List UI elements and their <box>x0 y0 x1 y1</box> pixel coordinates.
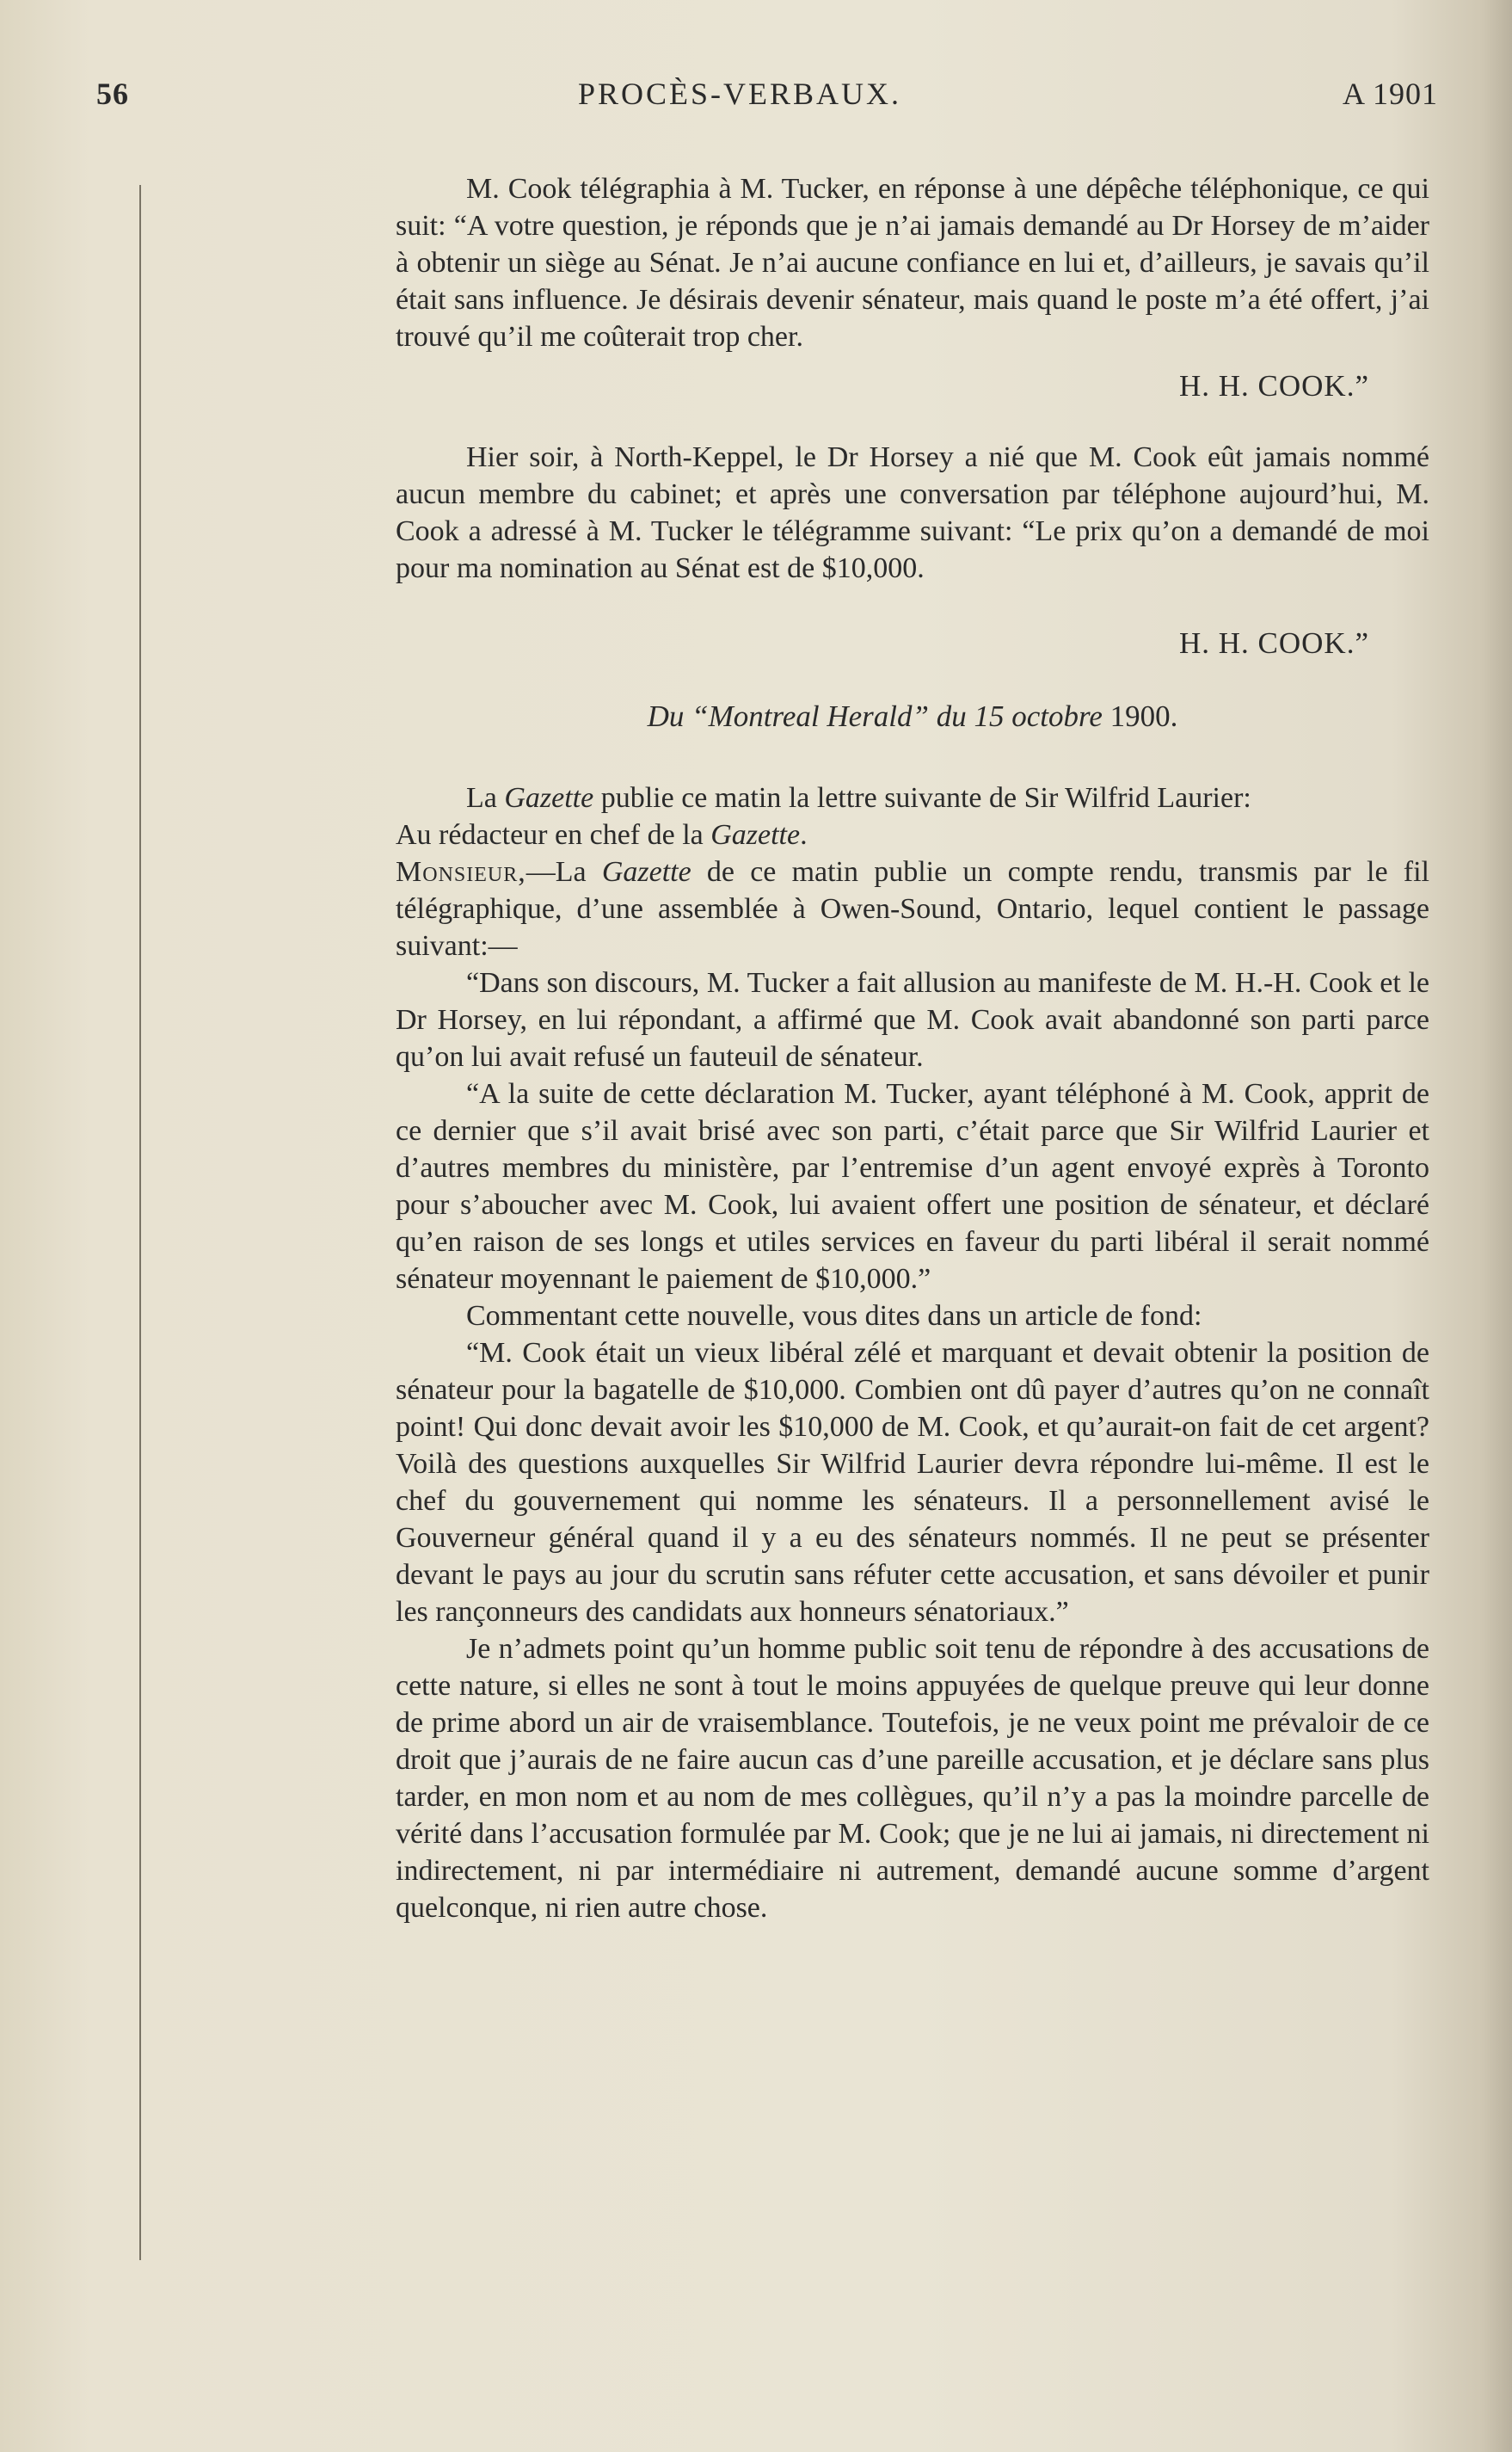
letter-paragraph-6: Je n’admets point qu’un homme public soit tenu de répondre à des accusations de cette nature, si elles ne sont à tout le moins appuyées de quelque preuve qui leur donne de prime abord un air de vraisemblance. Toutefois, je ne veux point me prévaloir de ce droit que j’aurais de ne faire aucun cas d’une pareille accusation, et je déclare sans plus tarder, en mon nom et au nom de mes collègues, qu’il n’y a pas la moindre parcelle de vérité dans l’accusation formulée par M. Cook; que je ne lui ai jamais, ni directement ni indirectement, ni par intermédiaire ni autrement, demandé aucune somme d’argent quelconque, ni rien autre chose. <box>396 1633 1429 1924</box>
letter-address <box>396 816 1429 853</box>
letter-paragraph-1 <box>396 853 1429 964</box>
letter-address-b: . <box>800 819 808 851</box>
source-prefix: Du “ <box>647 699 709 733</box>
telegram-two-signature: H. H. COOK.” <box>1178 626 1369 660</box>
letter-paragraph-2: “Dans son discours, M. Tucker a fait allusion au manifeste de M. H.-H. Cook et le Dr Horsey, en lui répondant, a affirmé que M. Cook avait abandonné son parti parce qu’on lui avait refusé un fauteuil de sénateur. <box>396 967 1429 1073</box>
letter-intro-b: publie ce matin la lettre suivante de Sir Wilfrid Laurier: <box>593 782 1251 814</box>
letter-salutation: Monsieur, <box>396 856 526 888</box>
source-month: octobre <box>1011 699 1103 733</box>
running-title: PROCÈS-VERBAUX. <box>578 77 902 111</box>
telegram-two-text: Hier soir, à North-Keppel, le Dr Horsey a nié que M. Cook eût jamais nommé aucun membre du cabinet; et après une conversation par téléphone aujourd’hui, M. Cook a adressé à M. Tucker le télégramme suivant: “Le prix qu’on a demandé de moi pour ma nomination au Sénat est de $10,000. <box>396 441 1429 584</box>
letter-p1-a: —La <box>526 856 602 888</box>
letter-intro-a: La <box>466 782 505 814</box>
telegram-one-text: M. Cook télégraphia à M. Tucker, en réponse à une dépêche téléphonique, ce qui suit: “A votre question, je réponds que je n’ai jamais demandé au Dr Horsey de m’aider à obtenir un siège au Sénat. Je n’ai aucune confiance en lui et, d’ailleurs, je savais qu’il était sans influence. Je désirais devenir sénateur, mais quand le poste m’a été offert, j’ai trouvé qu’il me coûterait trop cher. <box>396 173 1429 353</box>
letter-p1-b: de ce matin publie un compte rendu, transmis par le fil télégraphique, d’une assemblée à Owen-Sound, Ontario, lequel contient le passage suivant:— <box>396 856 1430 962</box>
margin-rule <box>139 185 141 2260</box>
source-paper: Montreal Herald <box>708 699 913 733</box>
letter-intro <box>396 779 1429 816</box>
document-body <box>396 170 1429 1926</box>
letter-address-gazette: Gazette <box>710 819 801 851</box>
letter-intro-gazette: Gazette <box>504 782 594 814</box>
letter-address-a: Au rédacteur en chef de la <box>396 819 711 851</box>
page-header <box>96 76 1438 127</box>
telegram-one-signature: H. H. COOK.” <box>1178 369 1369 403</box>
source-middle: ” du 15 <box>912 699 1005 733</box>
letter-paragraph-3: “A la suite de cette déclaration M. Tucker, ayant téléphoné à M. Cook, apprit de ce dernier que s’il avait brisé avec son parti, c’était parce que Sir Wilfrid Laurier et d’autres membres du ministère, par l’entremise d’un agent envoyé exprès à Toronto pour s’aboucher avec M. Cook, lui avaient offert une position de sénateur, et déclaré qu’en raison de ses longs et utiles services en faveur du parti libéral il serait nommé sénateur moyennant le paiement de $10,000.” <box>396 1078 1429 1295</box>
page-number: 56 <box>96 77 129 111</box>
source-year: 1900. <box>1109 699 1178 733</box>
source-heading <box>396 698 1429 735</box>
session-year: A 1901 <box>1342 77 1438 111</box>
letter-paragraph-5: “M. Cook était un vieux libéral zélé et marquant et devait obtenir la position de sénateur pour la bagatelle de $10,000. Combien ont dû payer d’autres qu’on ne connaît point! Qui donc devait avoir les $10,000 de M. Cook, et qu’aurait-on fait de cet argent? Voilà des questions auxquelles Sir Wilfrid Laurier devra répondre lui-même. Il est le chef du gouvernement qui nomme les sénateurs. Il a personnellement avisé le Gouverneur général quand il y a eu des sénateurs nommés. Il ne peut se présenter devant le pays au jour du scrutin sans réfuter cette accusation, et sans dévoiler et punir les rançonneurs des candidats aux honneurs sénatoriaux.” <box>396 1337 1429 1628</box>
letter-paragraph-4: Commentant cette nouvelle, vous dites dans un article de fond: <box>466 1300 1202 1332</box>
letter-p1-gazette: Gazette <box>601 856 691 888</box>
